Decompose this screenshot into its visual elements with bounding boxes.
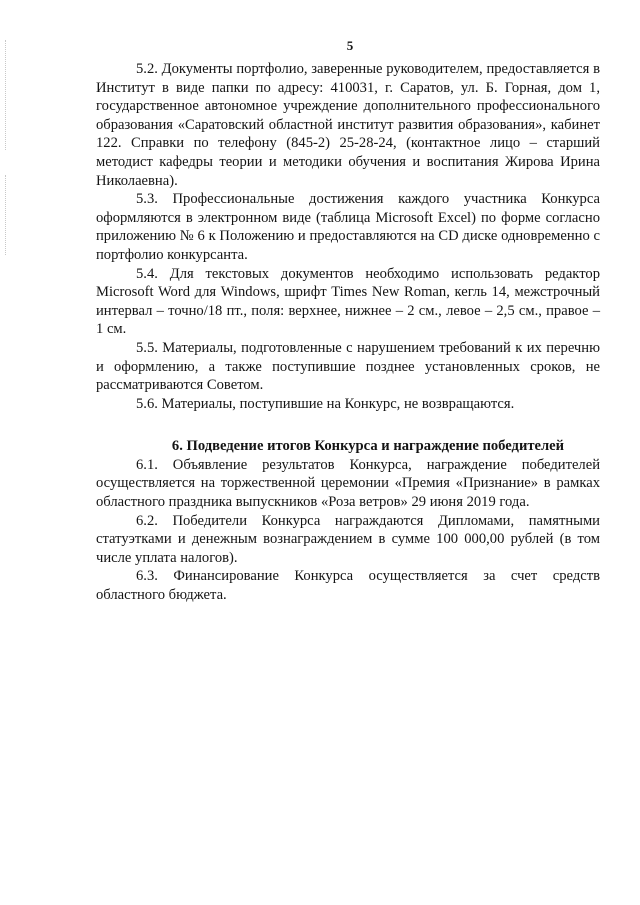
paragraph-5-2: 5.2. Документы портфолио, заверенные руководителем, предоставляется в Институт в виде папки по адресу: 410031, г. Саратов, ул. Б. Горная, дом 1, государственное автономное учреждение дополнительного профессионального образования «Саратовский областной институт развития образования», кабинет 122. Справки по телефону (845-2) 25-28-24, (контактное лицо – старший методист кафедры теории и методики обучения и воспитания Жирова Ирина Николаевна). [96,61,600,189]
paragraph-6-2: 6.2. Победители Конкурса награждаются Дипломами, памятными статуэтками и денежным вознаграждением в сумме 100 000,00 рублей (в том числе уплата налогов). [96,512,600,566]
paragraph-5-5: 5.5. Материалы, подготовленные с нарушением требований к их перечню и оформлению, а также поступившие позднее установленных сроков, не рассматриваются Советом. [96,339,600,394]
section-heading: 6. Подведение итогов Конкурса и награждение победителей [171,438,565,455]
paragraph-5-4: 5.4. Для текстовых документов необходимо использовать редактор Microsoft Word для Windows, шрифт Times New Roman, кегль 14, межстрочный интервал – точно/18 пт., поля: верхнее, нижнее – 2 см., левое – 2,5 см., правое – 1 см. [96,265,600,338]
paragraph-5-3: 5.3. Профессиональные достижения каждого участника Конкурса оформляются в электронном виде (таблица Microsoft Excel) по форме согласно приложению № 6 к Положению и предоставляются на CD диске одновременно с портфолио конкурсанта. [96,191,600,263]
scan-edge-mark [5,175,7,255]
page-number: 5 [346,38,354,53]
scan-edge-mark [5,40,7,150]
paragraph-6-1: 6.1. Объявление результатов Конкурса, награждение победителей осуществляется на торжественной церемонии «Премия «Признание» в рамках областного праздника выпускников «Роза ветров» 29 июня 2019 года. [96,456,600,511]
paragraph-5-6: 5.6. Материалы, поступившие на Конкурс, не возвращаются. [136,395,515,412]
document-body [96,60,600,605]
paragraph-6-3: 6.3. Финансирование Конкурса осуществляется за счет средств областного бюджета. [96,568,600,604]
